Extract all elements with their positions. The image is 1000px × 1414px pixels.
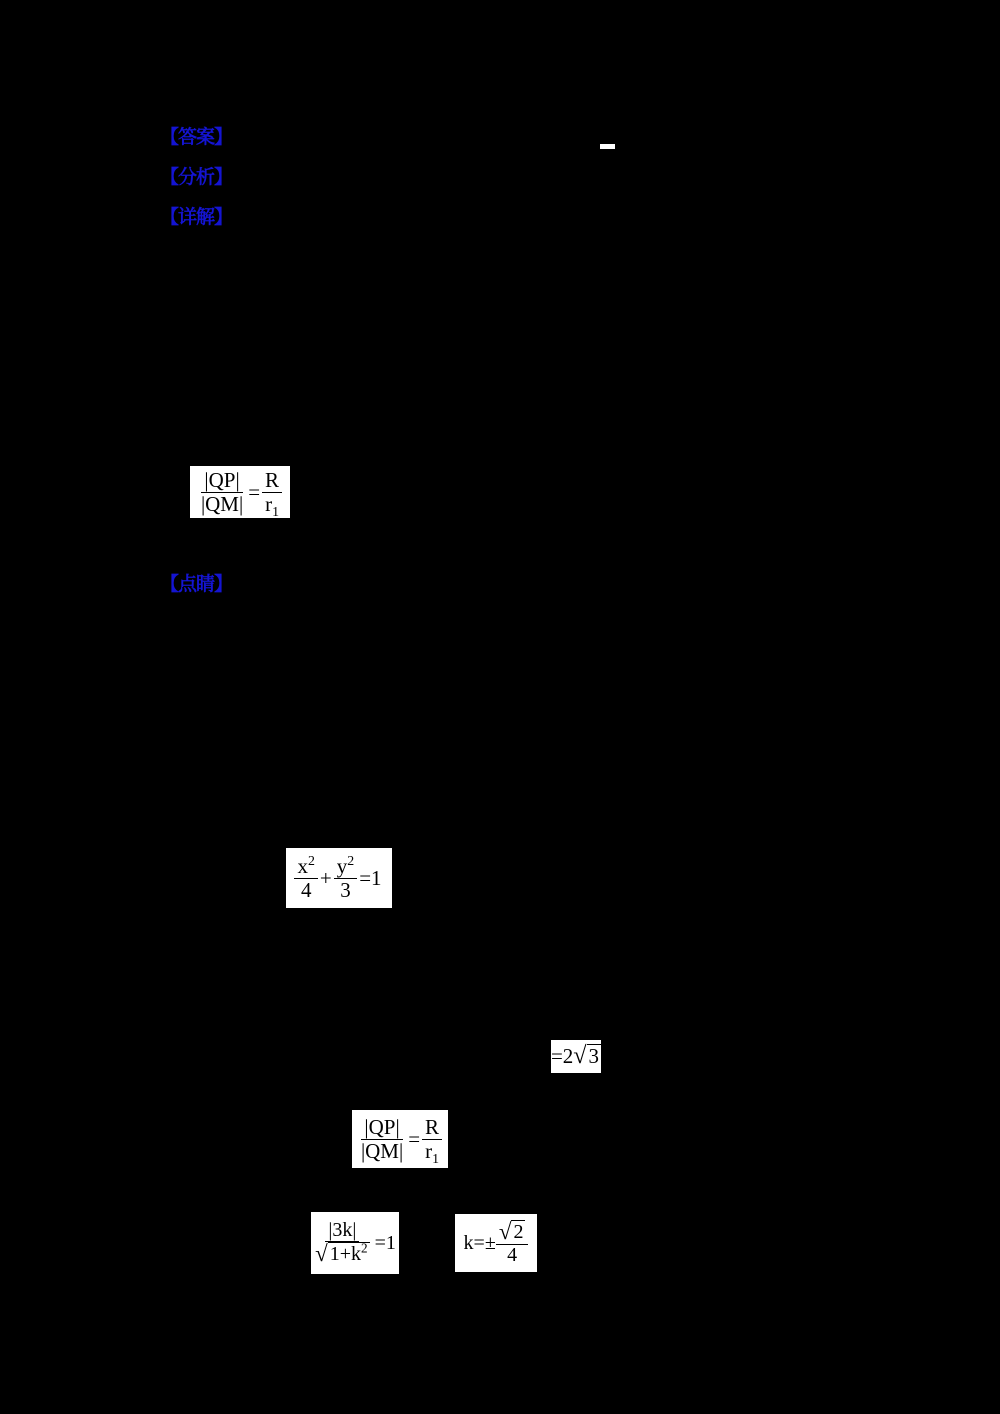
- qp-numerator-2: |QP|: [361, 1116, 402, 1139]
- fraction-x2-4: [294, 855, 317, 900]
- fraction-qp-qm-1: [198, 469, 246, 514]
- x-squared: [294, 855, 317, 878]
- equals-sign-1: =: [248, 479, 261, 504]
- sqrt-three: [573, 1044, 601, 1068]
- detail-heading: 【详解】: [160, 206, 233, 228]
- k-equals-plusminus: k=±: [463, 1231, 496, 1254]
- qm-denominator-1: |QM|: [200, 491, 244, 516]
- fraction-qp-qm-2: [358, 1116, 406, 1161]
- denominator-3: 3: [340, 877, 351, 902]
- r1-denominator-1: [262, 491, 282, 519]
- sqrt-two-numerator: [496, 1220, 529, 1245]
- formula-ellipse-equation: [286, 848, 392, 908]
- equals-one: =1: [359, 865, 382, 890]
- r-numerator-1: R: [262, 469, 282, 492]
- point-heading: 【点睛】: [160, 573, 233, 595]
- equals-one-3k: =1: [374, 1231, 396, 1254]
- radicand-3: 3: [588, 1044, 600, 1069]
- dash-mark: [600, 144, 615, 149]
- formula-qp-qm-ratio-2: [352, 1110, 448, 1168]
- answer-heading: 【答案】: [160, 126, 233, 148]
- plus-sign: +: [319, 865, 332, 890]
- radical-sign-3: √: [573, 1042, 587, 1070]
- r-letter-2: r: [425, 1138, 433, 1163]
- r-numerator-2: R: [422, 1116, 442, 1139]
- fraction-r-r1-1: [262, 468, 282, 519]
- x-letter: x: [297, 854, 308, 879]
- two-root-three-prefix: =2: [550, 1044, 574, 1068]
- k-denominator-4: 4: [507, 1244, 518, 1266]
- radicand-2: 2: [513, 1221, 524, 1243]
- k-exponent: 2: [361, 1240, 368, 1256]
- formula-three-k-equation: [311, 1212, 399, 1274]
- sqrt-two: [499, 1220, 526, 1243]
- fraction-sqrt2-4: [496, 1220, 529, 1266]
- r-subscript-1: 1: [272, 503, 279, 519]
- sqrt-denominator: [312, 1242, 373, 1266]
- radical-sign-2: √: [498, 1219, 512, 1244]
- radical-sign-k: √: [315, 1241, 328, 1266]
- y-squared: [334, 855, 357, 878]
- sqrt-one-plus-k-squared: [315, 1242, 370, 1265]
- equals-sign-2: =: [408, 1126, 421, 1151]
- y-letter: y: [336, 854, 348, 879]
- qp-numerator-1: |QP|: [201, 469, 242, 492]
- x-exponent: 2: [307, 853, 315, 869]
- fraction-3k-sqrt: [312, 1220, 373, 1266]
- denominator-4: 4: [300, 877, 312, 902]
- analysis-heading: 【分析】: [160, 166, 233, 188]
- radicand-one-plus-k-squared: [328, 1242, 370, 1265]
- formula-two-root-three: [551, 1040, 601, 1073]
- formula-k-value: [455, 1214, 537, 1272]
- r-letter-1: r: [265, 491, 273, 516]
- one-plus-k: 1+k: [329, 1243, 362, 1265]
- r-subscript-2: 1: [432, 1150, 439, 1166]
- qm-denominator-2: |QM|: [360, 1138, 404, 1163]
- y-exponent: 2: [347, 853, 355, 869]
- three-k-numerator: |3k|: [325, 1220, 359, 1242]
- fraction-r-r1-2: [422, 1115, 442, 1166]
- formula-qp-qm-ratio-1: [190, 466, 290, 518]
- r1-denominator-2: [422, 1138, 442, 1166]
- fraction-y2-3: [334, 855, 357, 900]
